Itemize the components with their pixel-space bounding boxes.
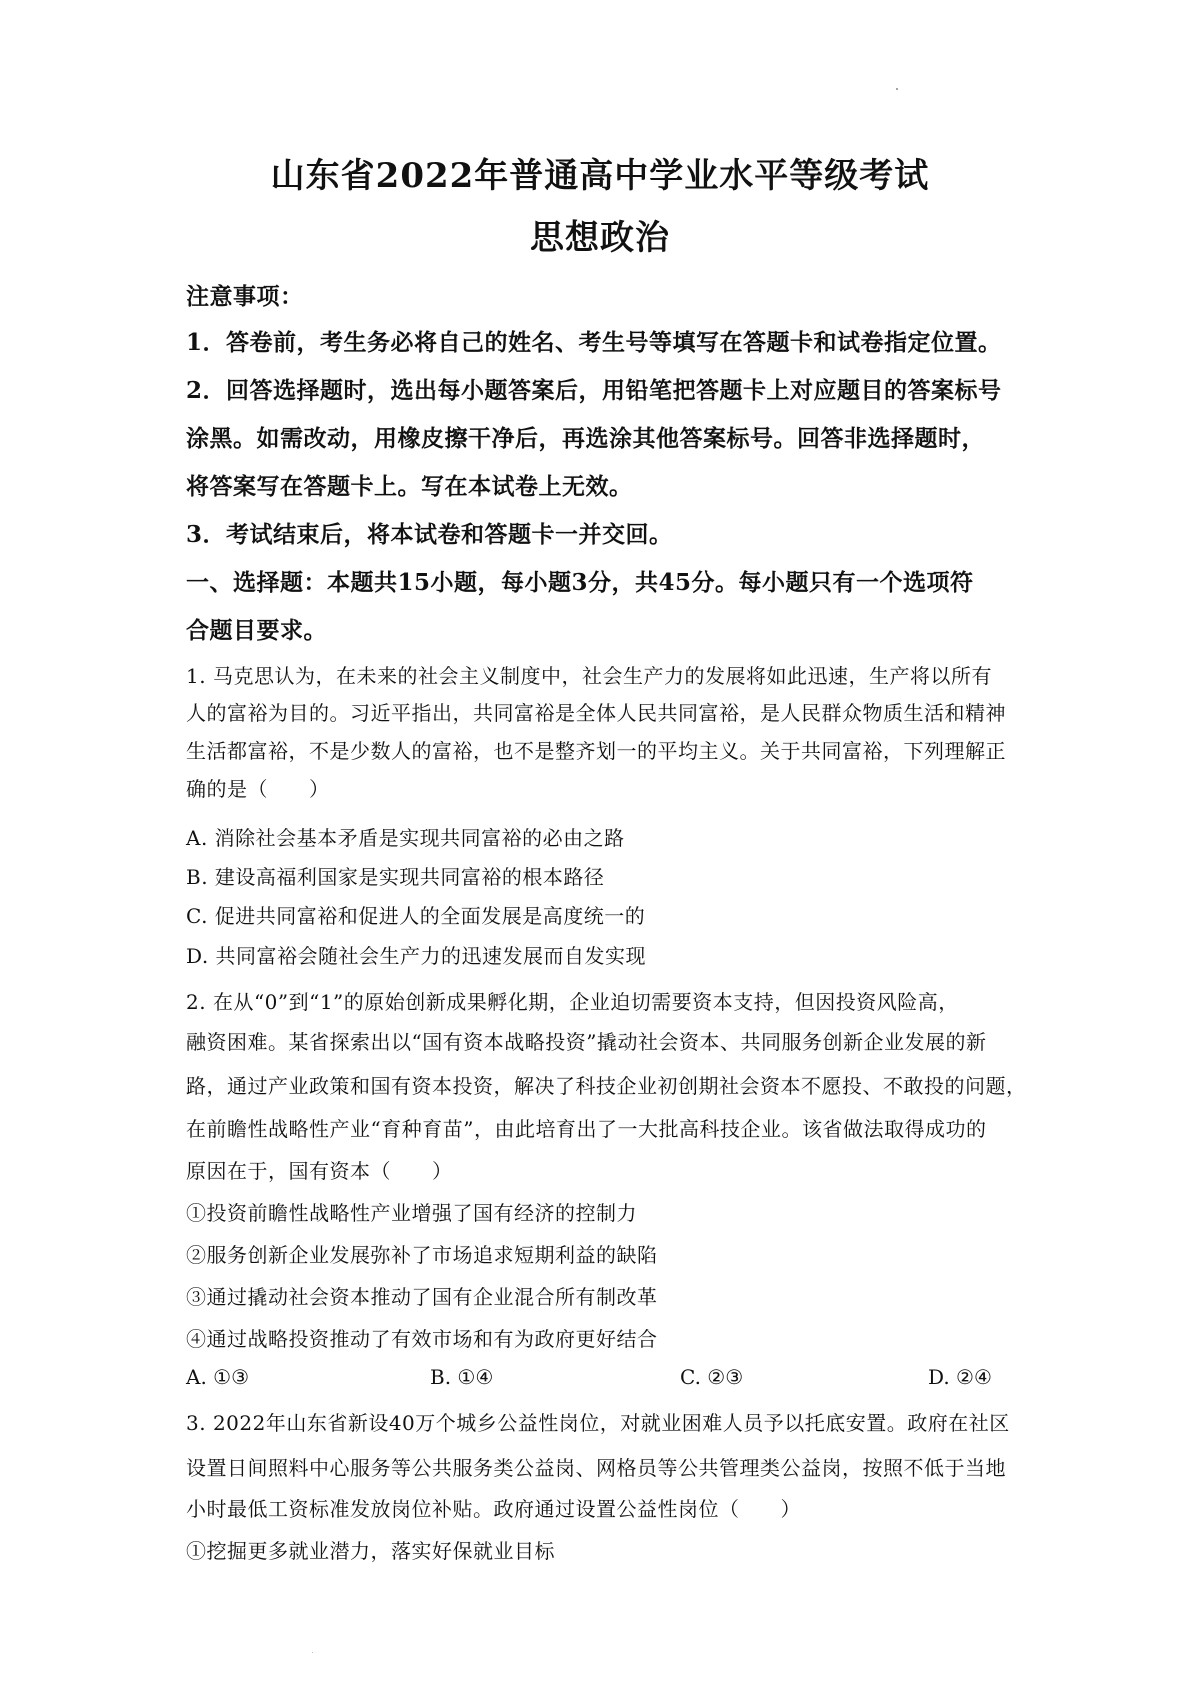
q2-statement-3: ③通过撬动社会资本推动了国有企业混合所有制改革	[186, 1285, 658, 1309]
q1-option-d: D. 共同富裕会随社会生产力的迅速发展而自发实现	[186, 944, 647, 968]
exam-subject: 思想政治	[530, 218, 670, 258]
q1-stem-line-1: 1. 马克思认为，在未来的社会主义制度中，社会生产力的发展将如此迅速，生产将以所有	[186, 664, 992, 688]
q3-statement-1: ①挖掘更多就业潜力，落实好保就业目标	[186, 1539, 555, 1563]
scan-speck	[312, 1652, 313, 1653]
q2-option-b: B. ①④	[430, 1365, 494, 1389]
q3-stem-line-2: 设置日间照料中心服务等公共服务类公益岗、网格员等公共管理类公益岗，按照不低于当地	[186, 1456, 1006, 1480]
q1-stem-line-4: 确的是（ ）	[186, 777, 330, 801]
q2-stem-line-2: 融资困难。某省探索出以“国有资本战略投资”撬动社会资本、共同服务创新企业发展的新	[186, 1030, 987, 1054]
q2-option-c: C. ②③	[680, 1365, 744, 1389]
notice-item-2-line-3: 将答案写在答题卡上。写在本试卷上无效。	[186, 473, 633, 500]
section-heading-line-2: 合题目要求。	[186, 617, 327, 644]
notice-item-3: 3．考试结束后，将本试卷和答题卡一并交回。	[186, 521, 673, 548]
section-heading-line-1: 一、选择题：本题共15小题，每小题3分，共45分。每小题只有一个选项符	[186, 569, 974, 596]
notice-item-1: 1．答卷前，考生务必将自己的姓名、考生号等填写在答题卡和试卷指定位置。	[186, 329, 1002, 356]
q2-stem-line-5: 原因在于，国有资本（ ）	[186, 1159, 453, 1183]
q1-stem-line-3: 生活都富裕，不是少数人的富裕，也不是整齐划一的平均主义。关于共同富裕，下列理解正	[186, 739, 1006, 763]
q1-option-b: B. 建设高福利国家是实现共同富裕的根本路径	[186, 865, 605, 889]
q1-option-c: C. 促进共同富裕和促进人的全面发展是高度统一的	[186, 904, 646, 928]
q2-option-a: A. ①③	[186, 1365, 250, 1389]
q2-stem-line-4: 在前瞻性战略性产业“育种育苗”，由此培育出了一大批高科技企业。该省做法取得成功的	[186, 1117, 987, 1141]
q2-stem-line-1: 2. 在从“0”到“1”的原始创新成果孵化期，企业迫切需要资本支持，但因投资风险高，	[186, 990, 959, 1014]
q2-statement-4: ④通过战略投资推动了有效市场和有为政府更好结合	[186, 1327, 658, 1351]
notice-heading: 注意事项：	[186, 283, 304, 310]
q2-statement-1: ①投资前瞻性战略性产业增强了国有经济的控制力	[186, 1201, 637, 1225]
q3-stem-line-1: 3. 2022年山东省新设40万个城乡公益性岗位，对就业困难人员予以托底安置。政府在社区	[186, 1411, 1010, 1435]
q2-statement-2: ②服务创新企业发展弥补了市场追求短期利益的缺陷	[186, 1243, 658, 1267]
q1-stem-line-2: 人的富裕为目的。习近平指出，共同富裕是全体人民共同富裕，是人民群众物质生活和精神	[186, 701, 1006, 725]
notice-item-2-line-1: 2．回答选择题时，选出每小题答案后，用铅笔把答题卡上对应题目的答案标号	[186, 377, 1002, 404]
exam-title: 山东省2022年普通高中学业水平等级考试	[270, 156, 930, 196]
scan-speck	[896, 88, 898, 90]
notice-item-2-line-2: 涂黑。如需改动，用橡皮擦干净后，再选涂其他答案标号。回答非选择题时，	[186, 425, 985, 452]
q2-option-d: D. ②④	[928, 1365, 992, 1389]
q2-stem-line-3: 路，通过产业政策和国有资本投资，解决了科技企业初创期社会资本不愿投、不敢投的问题，	[186, 1074, 1027, 1098]
q3-stem-line-3: 小时最低工资标准发放岗位补贴。政府通过设置公益性岗位（ ）	[186, 1497, 801, 1521]
q1-option-a: A. 消除社会基本矛盾是实现共同富裕的必由之路	[186, 826, 625, 850]
